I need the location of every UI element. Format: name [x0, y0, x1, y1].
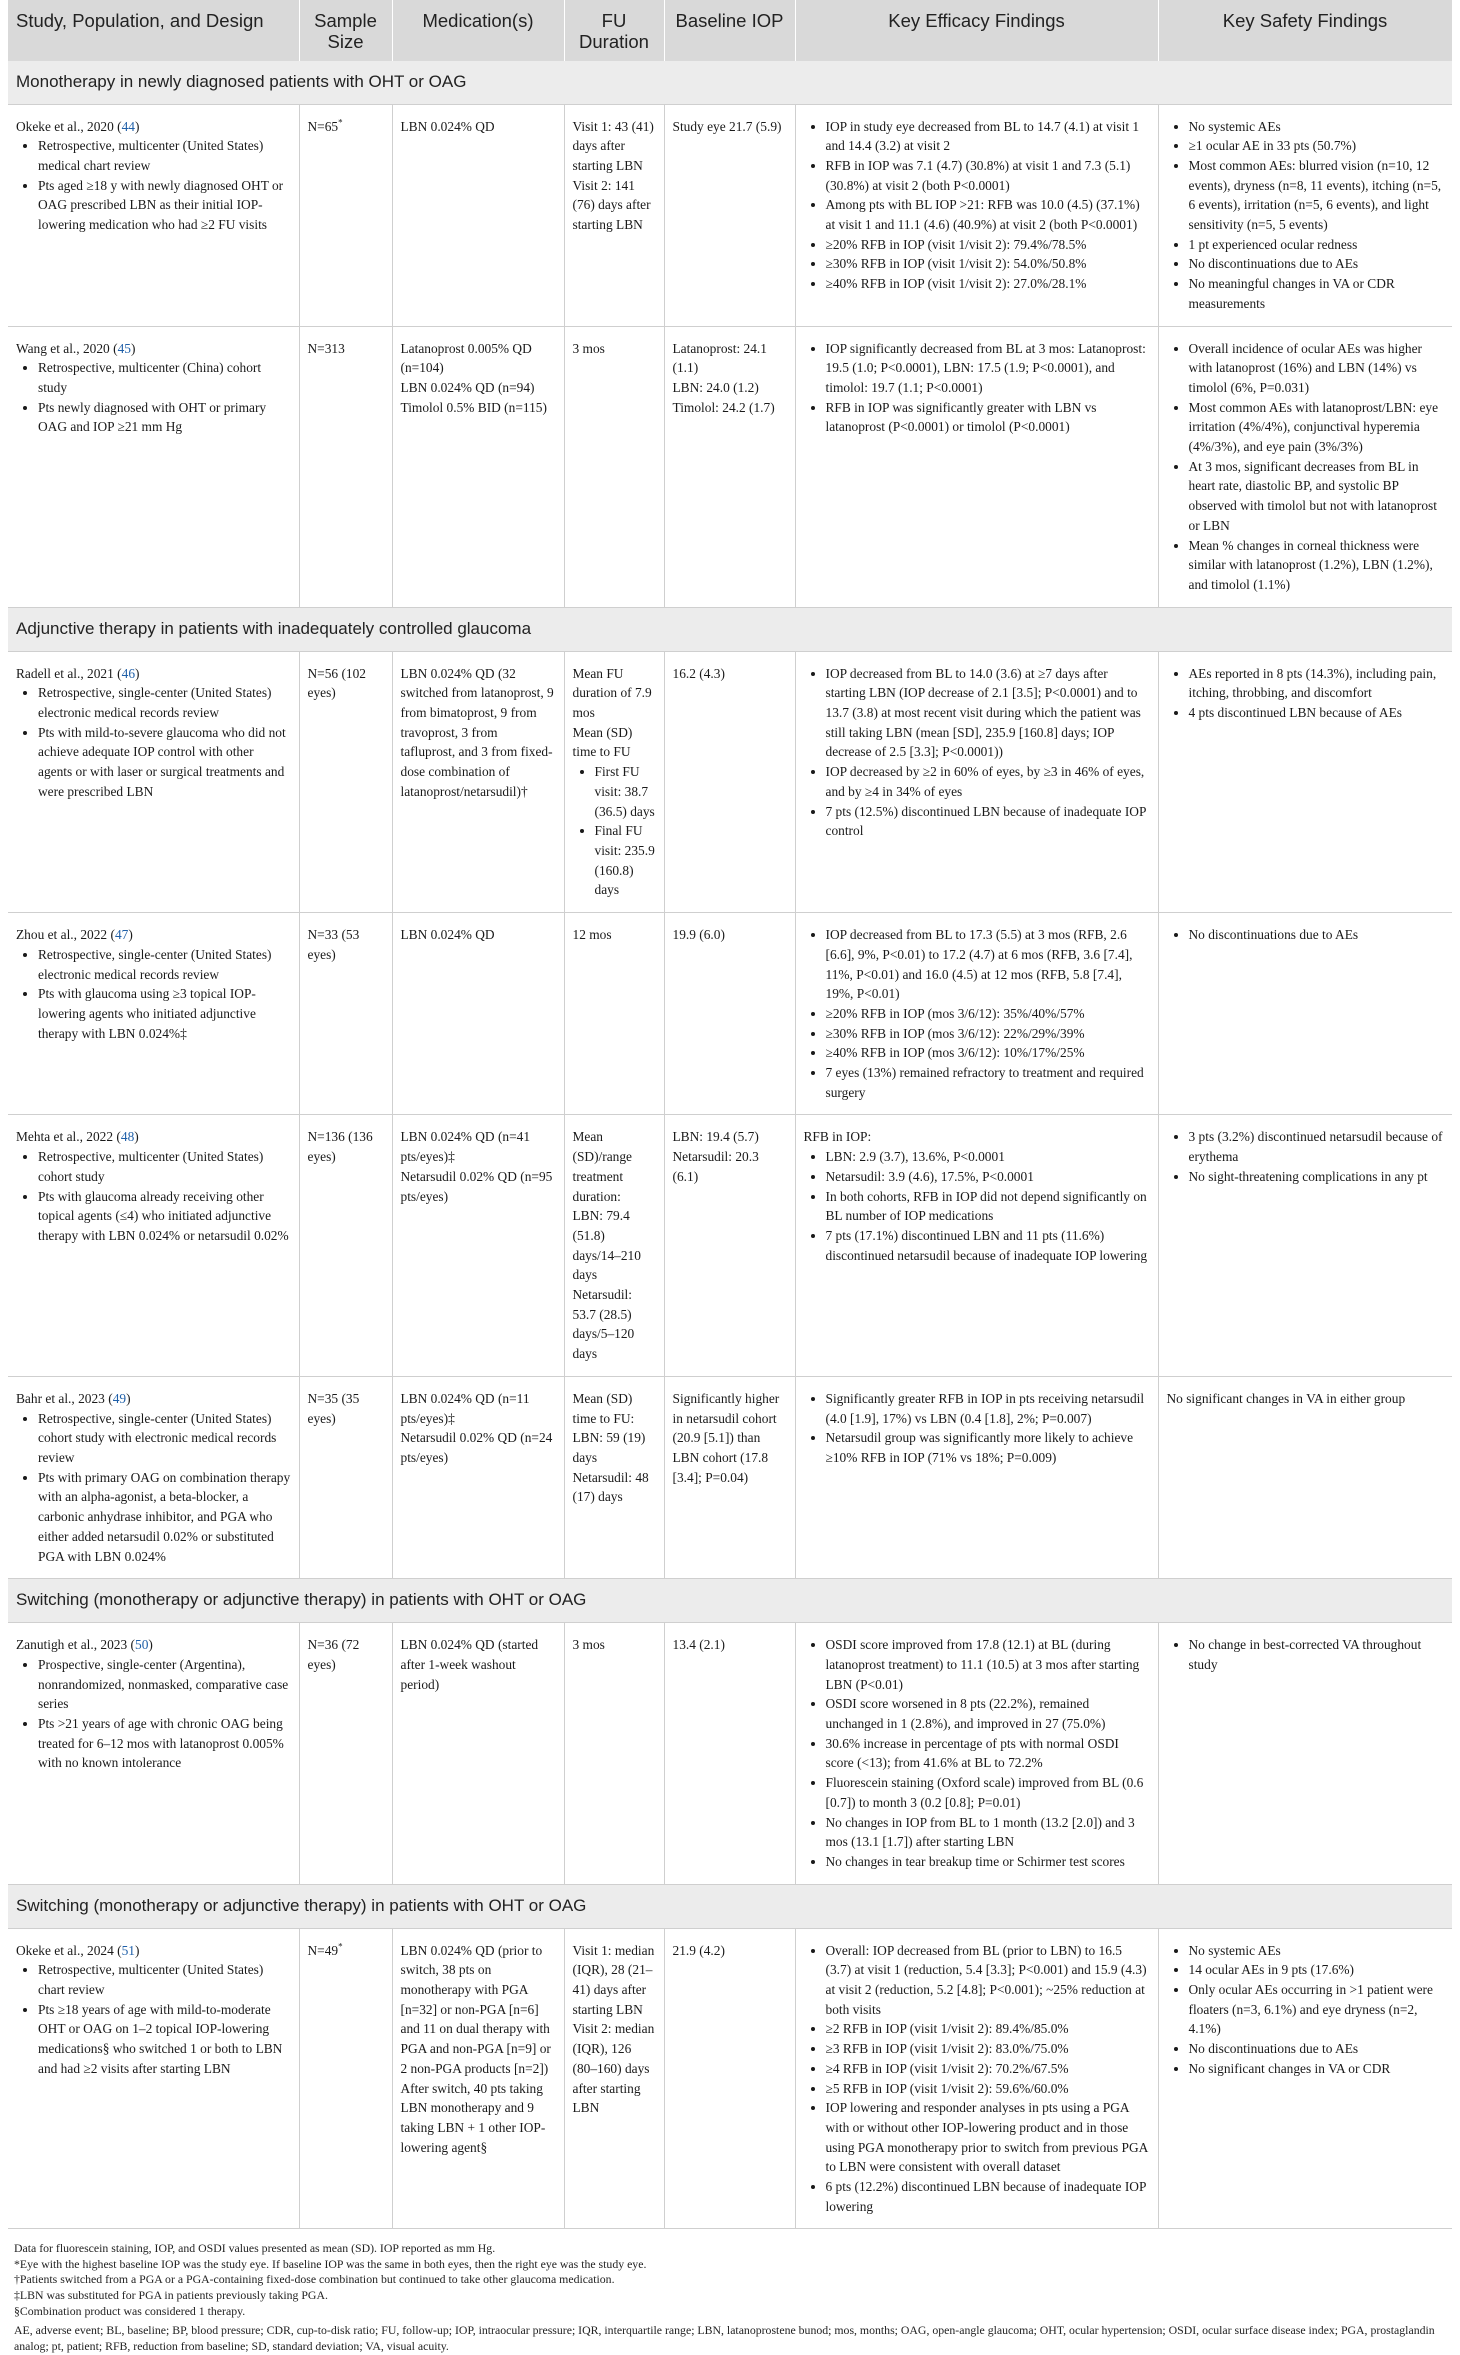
medication-line: After switch, 40 pts taking LBN monotherapy and 9 taking LBN + 1 other IOP-lowering agent§	[400, 2080, 546, 2155]
design-item-list	[16, 1147, 291, 1246]
efficacy-item: • Among pts with BL IOP >21: RFB was 10.0 (4.5) (37.1%) at visit 1 and 11.1 (4.6) (40.9%) at visit 2 (both P<0.0001)	[826, 195, 1150, 234]
design-item: • Retrospective, multicenter (United States) chart review	[38, 1960, 291, 1999]
medication-line: Timolol 0.5% BID (n=115)	[400, 399, 547, 415]
reference-link: 49	[112, 1390, 127, 1406]
section-heading: Adjunctive therapy in patients with inadequately controlled glaucoma	[8, 607, 1452, 651]
header-safety: Key Safety Findings	[1158, 0, 1452, 61]
efficacy-item-list	[804, 1635, 1150, 1871]
efficacy-cell	[795, 913, 1158, 1115]
safety-item-list	[1167, 339, 1445, 595]
safety-item-list	[1167, 1127, 1445, 1186]
footnote: ‡LBN was substituted for PGA in patients previously taking PGA.	[14, 2288, 328, 2303]
fu-line: Mean (SD) time to FU:	[572, 1390, 635, 1426]
medication-line: LBN 0.024% QD (prior to switch, 38 pts on monotherapy with PGA [n=32] or non-PGA [n=6] and 11 on dual therapy with PGA and non-PGA [n=9] or 2 non-PGA products [n=2])	[400, 1942, 551, 2076]
baseline-iop-cell	[664, 1376, 795, 1578]
footnote: *Eye with the highest baseline IOP was the study eye. If baseline IOP was the same in both eyes, then the right eye was the study eye.	[14, 2256, 647, 2271]
medication-line: LBN 0.024% QD (n=11 pts/eyes)‡	[400, 1390, 530, 1426]
footnote-mark: *	[338, 117, 343, 128]
footnote-mark: *	[338, 1941, 343, 1952]
sample-size: N=36 (72 eyes)	[307, 1637, 360, 1672]
sample-size-cell	[299, 651, 392, 912]
header-study: Study, Population, and Design	[8, 0, 299, 61]
medication-line: Latanoprost 0.005% QD (n=104)	[400, 340, 532, 376]
table-row	[8, 104, 1452, 326]
footnote: Data for fluorescein staining, IOP, and OSDI values presented as mean (SD). IOP reported as mm Hg.	[14, 2241, 496, 2255]
table-footnotes	[14, 2241, 1444, 2355]
design-item-list	[16, 1409, 291, 1567]
baseline-line: Timolol: 24.2 (1.7)	[672, 399, 775, 415]
efficacy-item: • ≥2 RFB in IOP (visit 1/visit 2): 89.4%/85.0%	[826, 2019, 1150, 2039]
study-cell	[8, 651, 299, 912]
sample-size: N=33 (53 eyes)	[307, 927, 360, 962]
safety-cell	[1158, 1376, 1452, 1578]
fu-item: • First FU visit: 38.7 (36.5) days	[595, 762, 656, 821]
medication-line: LBN 0.024% QD (n=41 pts/eyes)‡	[400, 1129, 531, 1165]
section-heading: Monotherapy in newly diagnosed patients with OHT or OAG	[8, 61, 1452, 104]
fu-duration-cell	[564, 104, 664, 326]
safety-item: • Most common AEs: blurred vision (n=10, 12 events), dryness (n=8, 11 events), itching (n=5, 6 events), irritation (n=5, 6 events), and light sensitivity (n=5, 5 events)	[1189, 156, 1445, 235]
table-row	[8, 1928, 1452, 2229]
study-name: Zanutigh et al., 2023	[16, 1637, 128, 1653]
efficacy-item: • ≥40% RFB in IOP (visit 1/visit 2): 27.0%/28.1%	[826, 274, 1150, 294]
efficacy-item: • OSDI score worsened in 8 pts (22.2%), remained unchanged in 1 (2.8%), and improved in 27 (75.0%)	[826, 1694, 1150, 1733]
safety-cell	[1158, 1928, 1452, 2229]
efficacy-item: • ≥5 RFB in IOP (visit 1/visit 2): 59.6%/60.0%	[826, 2079, 1150, 2099]
safety-item: • No discontinuations due to AEs	[1189, 925, 1445, 945]
baseline-line: LBN: 24.0 (1.2)	[672, 379, 759, 395]
efficacy-item: • No changes in IOP from BL to 1 month (13.2 [2.0]) and 3 mos (13.1 [1.7]) after starting LBN	[826, 1813, 1150, 1852]
fu-duration-cell	[564, 1115, 664, 1376]
efficacy-item: • 7 pts (17.1%) discontinued LBN and 11 pts (11.6%) discontinued netarsudil because of inadequate IOP lowering	[826, 1226, 1150, 1265]
sample-size-cell	[299, 1928, 392, 2229]
efficacy-item: • Significantly greater RFB in IOP in pts receiving netarsudil (4.0 [1.9], 17%) vs LBN (0.4 [1.8], 2%; P=0.007)	[826, 1389, 1150, 1428]
efficacy-cell	[795, 1928, 1158, 2229]
table-row	[8, 651, 1452, 912]
fu-line: Mean (SD) time to FU	[572, 724, 633, 760]
efficacy-item: • No changes in tear breakup time or Schirmer test scores	[826, 1852, 1150, 1872]
safety-item: • Overall incidence of ocular AEs was higher with latanoprost (16%) and LBN (14%) vs timolol (6%, P=0.031)	[1189, 339, 1445, 398]
design-item: • Pts with glaucoma already receiving other topical agents (≤4) who initiated adjunctive therapy with LBN 0.024% or netarsudil 0.02%	[38, 1187, 291, 1246]
efficacy-item-list	[804, 339, 1150, 438]
efficacy-item: • Netarsudil group was significantly more likely to achieve ≥10% RFB in IOP (71% vs 18%; P=0.009)	[826, 1428, 1150, 1467]
reference-link: 48	[120, 1129, 135, 1145]
study-citation: Mehta et al., 2022 (48)	[16, 1129, 139, 1145]
design-item-list	[16, 358, 291, 437]
reference-link: 46	[121, 665, 136, 681]
efficacy-item: • ≥30% RFB in IOP (mos 3/6/12): 22%/29%/39%	[826, 1024, 1150, 1044]
safety-cell	[1158, 104, 1452, 326]
baseline-iop-cell	[664, 104, 795, 326]
medication-line: LBN 0.024% QD	[400, 927, 495, 943]
medication-line: LBN 0.024% QD (n=94)	[400, 379, 535, 395]
safety-item: • At 3 mos, significant decreases from BL in heart rate, diastolic BP, and systolic BP observed with timolol but not with latanoprost or LBN	[1189, 457, 1445, 536]
study-cell	[8, 1928, 299, 2229]
efficacy-cell	[795, 1376, 1158, 1578]
baseline-line: 16.2 (4.3)	[672, 665, 725, 681]
efficacy-item: • IOP decreased by ≥2 in 60% of eyes, by ≥3 in 46% of eyes, and by ≥4 in 34% of eyes	[826, 762, 1150, 801]
footnote: §Combination product was considered 1 therapy.	[14, 2303, 246, 2318]
baseline-iop-cell	[664, 651, 795, 912]
study-cell	[8, 1376, 299, 1578]
fu-line: Mean (SD)/range treatment duration:	[572, 1129, 632, 1204]
section-heading: Switching (monotherapy or adjunctive therapy) in patients with OHT or OAG	[8, 1884, 1452, 1928]
medication-cell	[392, 651, 564, 912]
study-citation: Wang et al., 2020 (45)	[16, 340, 136, 356]
study-citation: Zanutigh et al., 2023 (50)	[16, 1637, 153, 1653]
safety-cell	[1158, 326, 1452, 607]
study-name: Mehta et al., 2022	[16, 1129, 114, 1145]
sample-size: N=35 (35 eyes)	[307, 1390, 360, 1426]
safety-item: • 4 pts discontinued LBN because of AEs	[1189, 703, 1445, 723]
efficacy-item: • IOP decreased from BL to 14.0 (3.6) at ≥7 days after starting LBN (IOP decrease of 2.1 [3.5]; P<0.0001) and to 13.7 (3.8) at most recent visit during which the patient was still taking LBN (mean [SD], 235.9 [160.8] days; IOP decrease of 2.5 [3.3]; P<0.0001))	[826, 664, 1150, 763]
efficacy-item: • ≥20% RFB in IOP (visit 1/visit 2): 79.4%/78.5%	[826, 235, 1150, 255]
medication-line: Netarsudil 0.02% QD (n=95 pts/eyes)	[400, 1168, 553, 1204]
fu-duration-cell	[564, 651, 664, 912]
study-name: Okeke et al., 2024	[16, 1942, 114, 1958]
design-item: • Retrospective, single-center (United States) cohort study with electronic medical records review	[38, 1409, 291, 1468]
study-name: Bahr et al., 2023	[16, 1390, 105, 1406]
design-item: • Pts ≥18 years of age with mild-to-moderate OHT or OAG on 1–2 topical IOP-lowering medications§ who switched 1 or both to LBN and had ≥2 visits after starting LBN	[38, 2000, 291, 2079]
sample-size-cell	[299, 1115, 392, 1376]
baseline-line: 21.9 (4.2)	[672, 1942, 725, 1958]
sample-size: N=49	[307, 1942, 339, 1958]
efficacy-item: • 7 eyes (13%) remained refractory to treatment and required surgery	[826, 1063, 1150, 1102]
fu-line: 3 mos	[572, 340, 605, 356]
baseline-iop-cell	[664, 913, 795, 1115]
design-item: • Pts >21 years of age with chronic OAG being treated for 6–12 mos with latanoprost 0.005% with no known intolerance	[38, 1714, 291, 1773]
efficacy-item: • In both cohorts, RFB in IOP did not depend significantly on BL number of IOP medications	[826, 1187, 1150, 1226]
safety-item: • No sight-threatening complications in any pt	[1189, 1167, 1445, 1187]
fu-item: • Final FU visit: 235.9 (160.8) days	[595, 821, 656, 900]
header-sample-size: Sample Size	[299, 0, 392, 61]
design-item: • Pts with primary OAG on combination therapy with an alpha-agonist, a beta-blocker, a carbonic anhydrase inhibitor, and PGA who either added netarsudil 0.02% or substituted PGA with LBN 0.024%	[38, 1468, 291, 1567]
table-row	[8, 326, 1452, 607]
efficacy-item-list	[804, 1941, 1150, 2217]
fu-line: Netarsudil: 53.7 (28.5) days/5–120 days	[572, 1287, 635, 1362]
medication-line: LBN 0.024% QD (32 switched from latanoprost, 9 from bimatoprost, 9 from travoprost, 3 from tafluprost, and 3 from fixed-dose combination of latanoprost/netarsudil)†	[400, 665, 554, 799]
efficacy-item: • ≥30% RFB in IOP (visit 1/visit 2): 54.0%/50.8%	[826, 254, 1150, 274]
sample-size: N=56 (102 eyes)	[307, 665, 367, 701]
reference-link: 50	[135, 1637, 149, 1653]
study-citation: Okeke et al., 2024 (51)	[16, 1942, 140, 1958]
efficacy-item: • IOP significantly decreased from BL at 3 mos: Latanoprost: 19.5 (1.0; P<0.0001), LBN: 17.5 (1.9; P<0.0001), and timolol: 19.7 (1.1; P<0.0001)	[826, 339, 1150, 398]
safety-item: • No discontinuations due to AEs	[1189, 2039, 1445, 2059]
baseline-iop-cell	[664, 326, 795, 607]
efficacy-cell	[795, 651, 1158, 912]
efficacy-item: • ≥40% RFB in IOP (mos 3/6/12): 10%/17%/25%	[826, 1043, 1150, 1063]
table-row	[8, 1115, 1452, 1376]
fu-line: LBN: 59 (19) days	[572, 1430, 646, 1465]
baseline-iop-cell	[664, 1928, 795, 2229]
safety-item: • 14 ocular AEs in 9 pts (17.6%)	[1189, 1960, 1445, 1980]
medication-cell	[392, 1376, 564, 1578]
study-citation: Bahr et al., 2023 (49)	[16, 1390, 131, 1406]
safety-item: • No meaningful changes in VA or CDR measurements	[1189, 274, 1445, 313]
efficacy-cell	[795, 1115, 1158, 1376]
efficacy-item: • 6 pts (12.2%) discontinued LBN because of inadequate IOP lowering	[826, 2177, 1150, 2216]
efficacy-cell	[795, 1623, 1158, 1884]
sample-size-cell	[299, 1623, 392, 1884]
safety-item-list	[1167, 117, 1445, 314]
medication-cell	[392, 104, 564, 326]
efficacy-item: • ≥4 RFB in IOP (visit 1/visit 2): 70.2%/67.5%	[826, 2059, 1150, 2079]
fu-duration-cell	[564, 1376, 664, 1578]
medication-line: LBN 0.024% QD (started after 1-week washout period)	[400, 1637, 539, 1692]
baseline-line: Significantly higher in netarsudil cohort (20.9 [5.1]) than LBN cohort (17.8 [3.4]; P=0.04)	[672, 1390, 780, 1485]
medication-cell	[392, 1623, 564, 1884]
safety-item: • AEs reported in 8 pts (14.3%), including pain, itching, throbbing, and discomfort	[1189, 664, 1445, 703]
table-row	[8, 913, 1452, 1115]
fu-line: Netarsudil: 48 (17) days	[572, 1469, 649, 1505]
reference-link: 47	[114, 927, 129, 943]
medication-cell	[392, 326, 564, 607]
safety-item: • Mean % changes in corneal thickness were similar with latanoprost (1.2%), LBN (1.2%), and timolol (1.1%)	[1189, 536, 1445, 595]
fu-duration-cell	[564, 1623, 664, 1884]
design-item: • Retrospective, multicenter (United States) medical chart review	[38, 136, 291, 175]
section-row	[8, 61, 1452, 104]
design-item-list	[16, 136, 291, 235]
section-row	[8, 1579, 1452, 1623]
header-efficacy: Key Efficacy Findings	[795, 0, 1158, 61]
design-item-list	[16, 945, 291, 1044]
safety-cell	[1158, 1115, 1452, 1376]
medication-cell	[392, 1115, 564, 1376]
efficacy-item: • Netarsudil: 3.9 (4.6), 17.5%, P<0.0001	[826, 1167, 1150, 1187]
table-header	[8, 0, 1452, 61]
sample-size: N=136 (136 eyes)	[307, 1129, 373, 1165]
fu-duration-cell	[564, 913, 664, 1115]
header-baseline-iop: Baseline IOP	[664, 0, 795, 61]
section-row	[8, 607, 1452, 651]
efficacy-item: • IOP in study eye decreased from BL to 14.7 (4.1) at visit 1 and 14.4 (3.2) at visit 2	[826, 117, 1150, 156]
medication-line: Netarsudil 0.02% QD (n=24 pts/eyes)	[400, 1430, 553, 1465]
table-body	[8, 61, 1452, 2229]
study-cell	[8, 913, 299, 1115]
efficacy-item-list	[804, 1147, 1150, 1265]
study-name: Zhou et al., 2022	[16, 927, 108, 943]
efficacy-item: • IOP lowering and responder analyses in pts using a PGA with or without other IOP-lowering product and in those using PGA monotherapy prior to switch from previous PGA to LBN were consistent with overall dataset	[826, 2098, 1150, 2177]
medication-cell	[392, 1928, 564, 2229]
study-citation: Zhou et al., 2022 (47)	[16, 927, 133, 943]
sample-size-cell	[299, 326, 392, 607]
efficacy-item: • ≥3 RFB in IOP (visit 1/visit 2): 83.0%/75.0%	[826, 2039, 1150, 2059]
design-item: • Pts newly diagnosed with OHT or primary OAG and IOP ≥21 mm Hg	[38, 398, 291, 437]
fu-line: Visit 1: median (IQR), 28 (21–41) days after starting LBN	[572, 1942, 655, 2017]
design-item: • Pts aged ≥18 y with newly diagnosed OHT or OAG prescribed LBN as their initial IOP-lowering medication who had ≥2 FU visits	[38, 176, 291, 235]
studies-table	[8, 0, 1453, 2229]
fu-duration-cell	[564, 326, 664, 607]
baseline-iop-cell	[664, 1623, 795, 1884]
efficacy-item: • Overall: IOP decreased from BL (prior to LBN) to 16.5 (3.7) at visit 1 (reduction, 5.4 [3.3]; P<0.001) and 15.9 (4.3) at visit 2 (reduction, 5.2 [4.8]; P<0.001); ~25% reduction at both visits	[826, 1941, 1150, 2020]
design-item-list	[16, 1960, 291, 2078]
safety-item: • No discontinuations due to AEs	[1189, 254, 1445, 274]
efficacy-item: • Fluorescein staining (Oxford scale) improved from BL (0.6 [0.7]) to month 3 (0.2 [0.8]; P=0.01)	[826, 1773, 1150, 1812]
safety-line: No significant changes in VA in either group	[1166, 1390, 1406, 1406]
efficacy-item: • OSDI score improved from 17.8 (12.1) at BL (during latanoprost treatment) to 11.1 (10.5) at 3 mos after starting LBN (P<0.01)	[826, 1635, 1150, 1694]
design-item: • Retrospective, multicenter (United States) cohort study	[38, 1147, 291, 1186]
safety-cell	[1158, 913, 1452, 1115]
footnote: †Patients switched from a PGA or a PGA-containing fixed-dose combination but continued to take other glaucoma medication.	[14, 2272, 615, 2287]
reference-link: 51	[121, 1942, 135, 1958]
reference-link: 45	[117, 340, 131, 356]
baseline-line: 13.4 (2.1)	[672, 1637, 725, 1653]
safety-item: • No systemic AEs	[1189, 117, 1445, 137]
efficacy-item-list	[804, 117, 1150, 294]
safety-item-list	[1167, 1941, 1445, 2079]
study-name: Okeke et al., 2020	[16, 118, 114, 134]
fu-line: 3 mos	[572, 1637, 605, 1653]
fu-line: Visit 2: 141 (76) days after starting LBN	[572, 177, 651, 233]
safety-item: • Only ocular AEs occurring in >1 patient were floaters (n=3, 6.1%) and eye dryness (n=2, 4.1%)	[1189, 1980, 1445, 2039]
study-name: Radell et al., 2021	[16, 665, 114, 681]
study-citation: Radell et al., 2021 (46)	[16, 665, 140, 681]
efficacy-item: • RFB in IOP was significantly greater with LBN vs latanoprost (P<0.0001) or timolol (P<0.0001)	[826, 398, 1150, 437]
efficacy-item-list	[804, 1389, 1150, 1468]
table-row	[8, 1376, 1452, 1578]
baseline-line: Latanoprost: 24.1 (1.1)	[672, 340, 767, 376]
efficacy-item: • RFB in IOP was 7.1 (4.7) (30.8%) at visit 1 and 7.3 (5.1) (30.8%) at visit 2 (both P<0.0001)	[826, 156, 1150, 195]
study-cell	[8, 1623, 299, 1884]
design-item: • Retrospective, multicenter (China) cohort study	[38, 358, 291, 397]
fu-item-list	[573, 762, 656, 900]
section-heading: Switching (monotherapy or adjunctive therapy) in patients with OHT or OAG	[8, 1579, 1452, 1623]
efficacy-item: • 7 pts (12.5%) discontinued LBN because of inadequate IOP control	[826, 802, 1150, 841]
safety-item: • Most common AEs with latanoprost/LBN: eye irritation (4%/4%), conjunctival hyperemia (4%/3%), and eye pain (3%/3%)	[1189, 398, 1445, 457]
design-item: • Retrospective, single-center (United States) electronic medical records review	[38, 683, 291, 722]
study-cell	[8, 104, 299, 326]
efficacy-intro: RFB in IOP:	[803, 1129, 872, 1145]
baseline-line: Study eye 21.7 (5.9)	[672, 118, 782, 134]
table-row	[8, 1623, 1452, 1884]
sample-size-cell	[299, 104, 392, 326]
header-medications: Medication(s)	[392, 0, 564, 61]
efficacy-item: • IOP decreased from BL to 17.3 (5.5) at 3 mos (RFB, 2.6 [6.6], 9%, P<0.01) to 17.2 (4.7) at 6 mos (RFB, 3.6 [7.4], 11%, P<0.01) and 16.0 (4.5) at 12 mos (RFB, 5.8 [7.4], 19%, P<0.01)	[826, 925, 1150, 1004]
fu-line: LBN: 79.4 (51.8) days/14–210 days	[572, 1208, 641, 1283]
design-item: • Pts with mild-to-severe glaucoma who did not achieve adequate IOP control with other agents or with laser or surgical treatments and were prescribed LBN	[38, 723, 291, 802]
efficacy-item: • LBN: 2.9 (3.7), 13.6%, P<0.0001	[826, 1147, 1150, 1167]
sample-size-cell	[299, 1376, 392, 1578]
safety-item: • No significant changes in VA or CDR	[1189, 2059, 1445, 2079]
fu-line: Visit 1: 43 (41) days after starting LBN	[572, 118, 654, 173]
safety-item: • 1 pt experienced ocular redness	[1189, 235, 1445, 255]
design-item-list	[16, 1655, 291, 1773]
efficacy-item-list	[804, 925, 1150, 1102]
study-cell	[8, 1115, 299, 1376]
header-fu-duration: FU Duration	[564, 0, 664, 61]
fu-line: 12 mos	[572, 927, 612, 943]
study-citation: Okeke et al., 2020 (44)	[16, 118, 140, 134]
section-row	[8, 1884, 1452, 1928]
design-item: • Pts with glaucoma using ≥3 topical IOP-lowering agents who initiated adjunctive therapy with LBN 0.024%‡	[38, 984, 291, 1043]
efficacy-cell	[795, 326, 1158, 607]
baseline-line: 19.9 (6.0)	[672, 927, 725, 943]
safety-item-list	[1167, 1635, 1445, 1674]
fu-duration-cell	[564, 1928, 664, 2229]
medication-line: LBN 0.024% QD	[400, 118, 495, 134]
baseline-iop-cell	[664, 1115, 795, 1376]
medication-cell	[392, 913, 564, 1115]
sample-size: N=65	[307, 118, 339, 134]
safety-item-list	[1167, 925, 1445, 945]
study-cell	[8, 326, 299, 607]
baseline-line: Netarsudil: 20.3 (6.1)	[672, 1149, 759, 1184]
efficacy-cell	[795, 104, 1158, 326]
design-item: • Retrospective, single-center (United States) electronic medical records review	[38, 945, 291, 984]
safety-item: • No change in best-corrected VA throughout study	[1189, 1635, 1445, 1674]
safety-item: • ≥1 ocular AE in 33 pts (50.7%)	[1189, 136, 1445, 156]
sample-size: N=313	[307, 340, 345, 356]
design-item: • Prospective, single-center (Argentina), nonrandomized, nonmasked, comparative case series	[38, 1655, 291, 1714]
footnote: AE, adverse event; BL, baseline; BP, blood pressure; CDR, cup-to-disk ratio; FU, follow-up; IOP, intraocular pressure; IQR, interquartile range; LBN, latanoprostene bunod; mos, months; OAG, open-angle glaucoma; OHT, ocular hypertension; OSDI, ocular surface disease index; PGA, prostaglandin analog; pt, patient; RFB, reduction from baseline; SD, standard deviation; VA, visual acuity.	[14, 2323, 1435, 2354]
safety-item: • 3 pts (3.2%) discontinued netarsudil because of erythema	[1189, 1127, 1445, 1166]
efficacy-item: • ≥20% RFB in IOP (mos 3/6/12): 35%/40%/57%	[826, 1004, 1150, 1024]
design-item-list	[16, 683, 291, 801]
safety-item: • No systemic AEs	[1189, 1941, 1445, 1961]
safety-cell	[1158, 1623, 1452, 1884]
study-name: Wang et al., 2020	[16, 340, 110, 356]
efficacy-item: • 30.6% increase in percentage of pts with normal OSDI score (<13); from 41.6% at BL to 72.2%	[826, 1734, 1150, 1773]
safety-cell	[1158, 651, 1452, 912]
reference-link: 44	[121, 118, 135, 134]
fu-line: Mean FU duration of 7.9 mos	[572, 665, 652, 721]
fu-line: Visit 2: median (IQR), 126 (80–160) days after starting LBN	[572, 2021, 655, 2116]
sample-size-cell	[299, 913, 392, 1115]
efficacy-item-list	[804, 664, 1150, 841]
safety-item-list	[1167, 664, 1445, 723]
baseline-line: LBN: 19.4 (5.7)	[672, 1129, 759, 1145]
